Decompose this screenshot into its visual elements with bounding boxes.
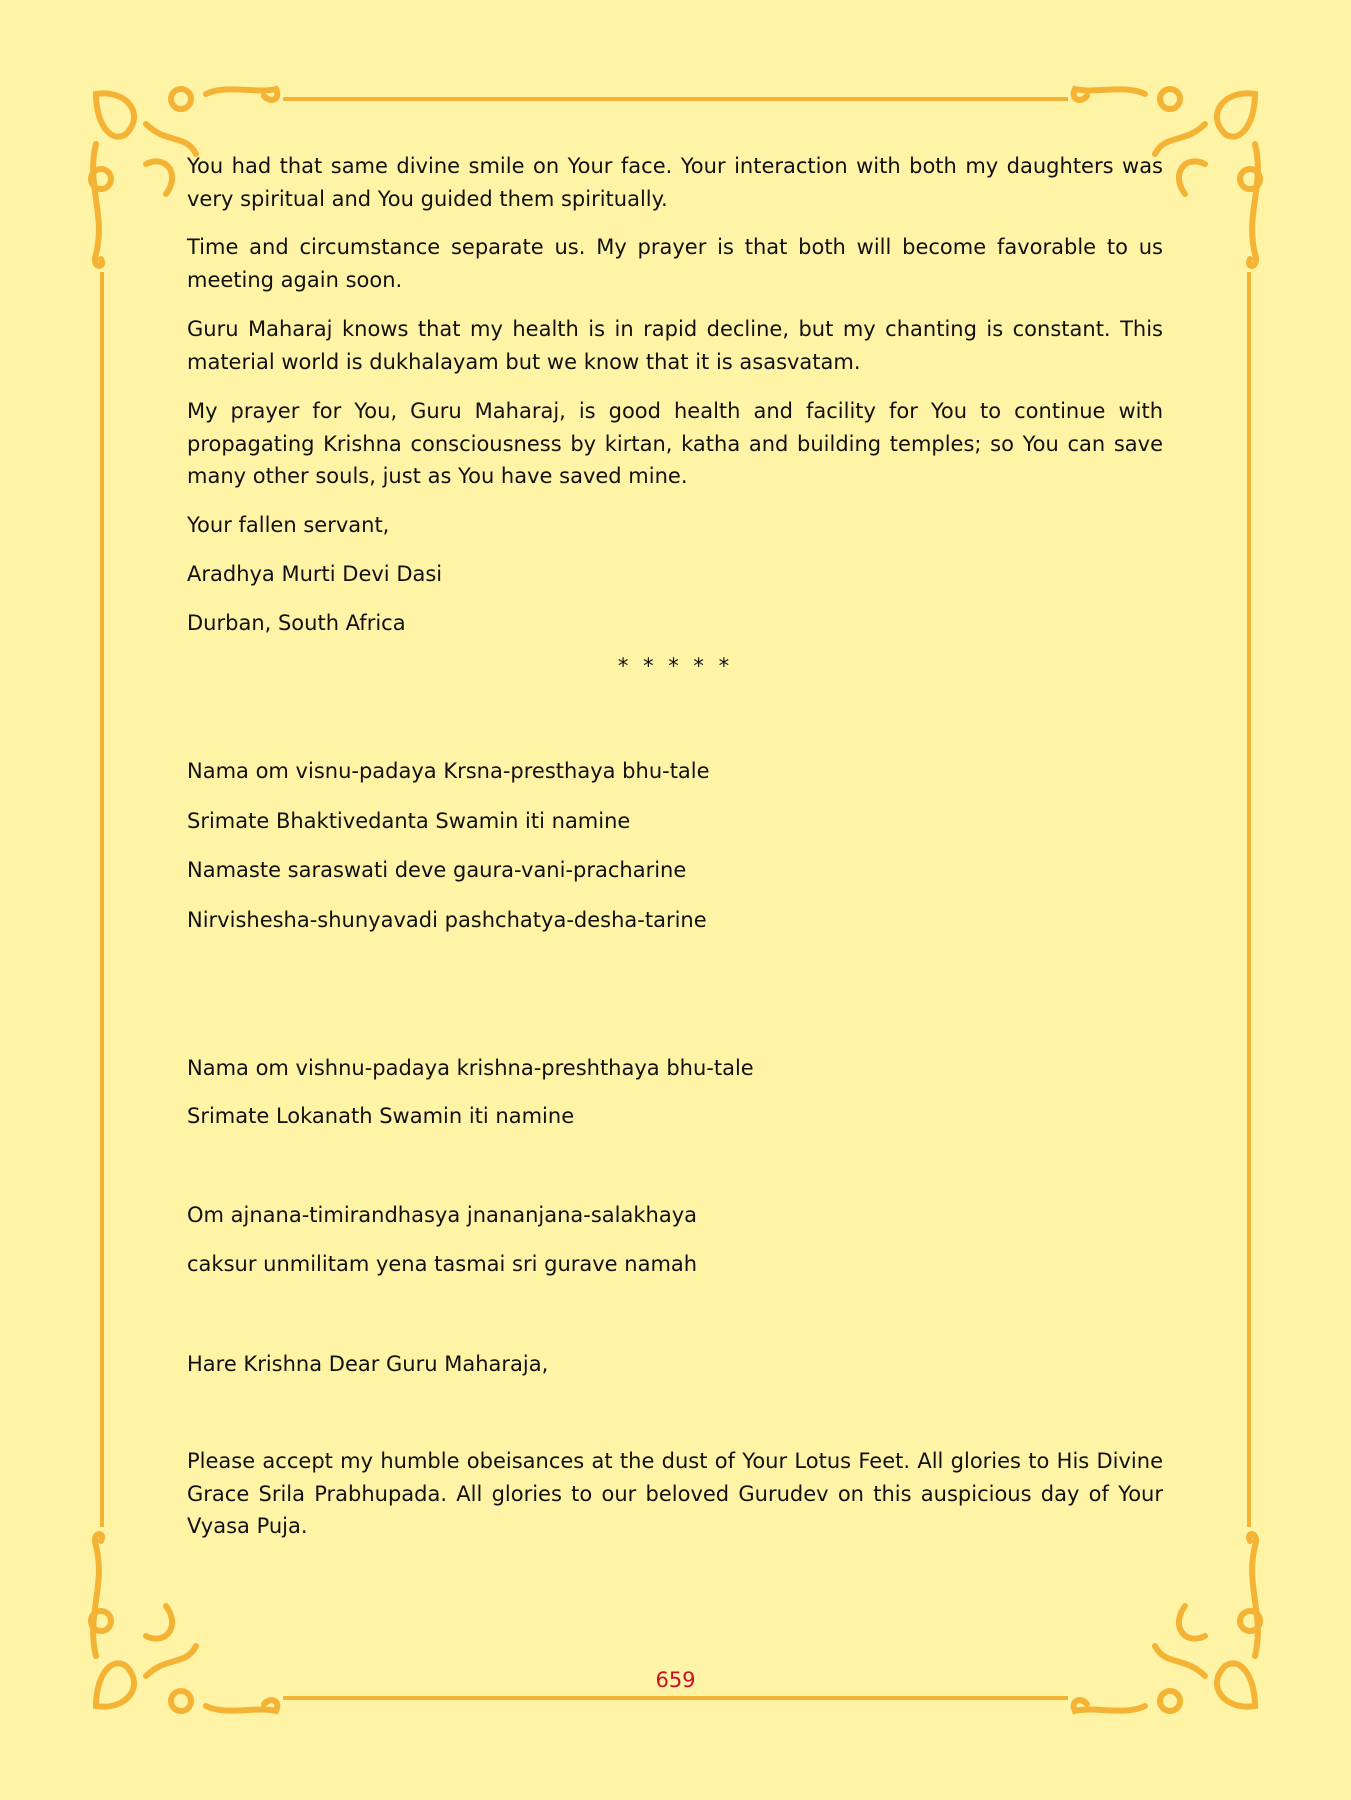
paragraph: My prayer for You, Guru Maharaj, is good health and facility for You to continue with propagating Krishna consciousness by kirtan, katha and building temples; so You can save many other souls, just as You have saved mine. [187,399,1163,488]
paragraph: Guru Maharaj knows that my health is in rapid decline, but my chanting is constant. This material world is dukhalayam but we know that it is asasvatam. [187,317,1163,374]
mantra-line: Srimate Bhaktivedanta Swamin iti namine [187,809,631,833]
signoff-closing: Your fallen servant, [187,513,390,537]
mantra-line: Namaste saraswati deve gaura-vani-pracharine [187,858,687,882]
mantra-line: Nama om vishnu-padaya krishna-preshthaya bhu-tale [187,1056,754,1080]
mantra-line: Srimate Lokanath Swamin iti namine [187,1104,575,1128]
page-number: 659 [655,1668,696,1692]
mantra-line: Nama om visnu-padaya Krsna-presthaya bhu-tale [187,759,710,783]
paragraph: Time and circumstance separate us. My prayer is that both will become favorable to us meeting again soon. [187,235,1163,292]
mantra-line: Om ajnana-timirandhasya jnananjana-salakhaya [187,1203,697,1227]
paragraph: You had that same divine smile on Your face. Your interaction with both my daughters was very spiritual and You guided them spiritually. [187,154,1163,211]
section-separator: * * * * * [617,654,734,678]
greeting: Hare Krishna Dear Guru Maharaja, [187,1352,549,1376]
signoff-place: Durban, South Africa [187,611,406,635]
mantra-line: Nirvishesha-shunyavadi pashchatya-desha-tarine [187,908,707,932]
border-bottom [283,1696,1068,1700]
border-top [283,97,1068,101]
signoff-name: Aradhya Murti Devi Dasi [187,562,443,586]
mantra-line: caksur unmilitam yena tasmai sri gurave namah [187,1252,698,1276]
border-left [100,272,104,1527]
border-right [1247,272,1251,1527]
paragraph: Please accept my humble obeisances at the dust of Your Lotus Feet. All glories to His Divine Grace Srila Prabhupada. All glories to our beloved Gurudev on this auspicious day of Your Vyasa Puja. [187,1449,1163,1538]
